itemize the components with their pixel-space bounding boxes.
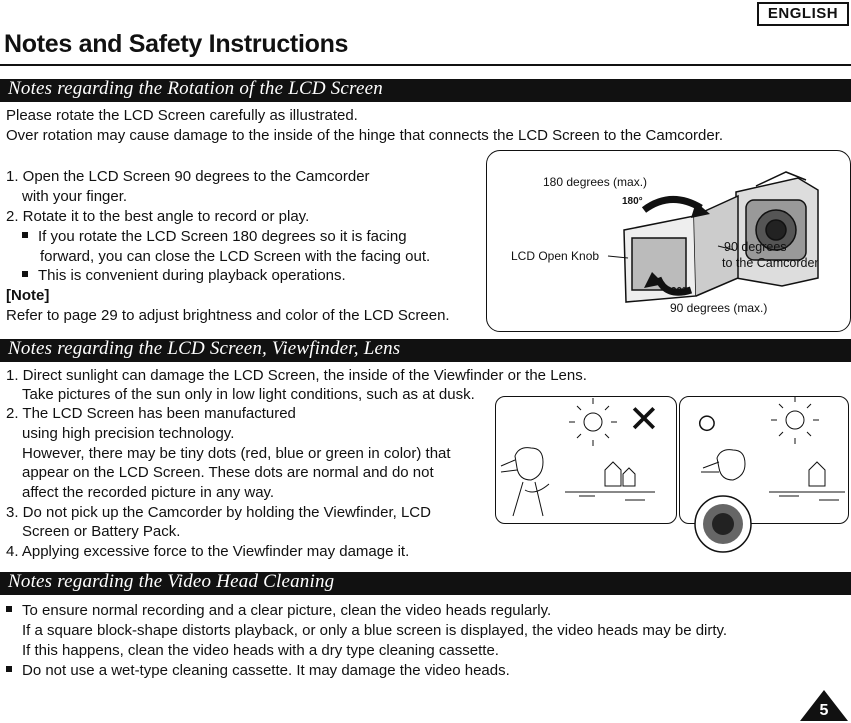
mark-180: 180° bbox=[622, 196, 643, 207]
section-bar-video-head-cleaning bbox=[0, 572, 851, 595]
s2-line-2: Take pictures of the sun only in low light conditions, such as at dusk. bbox=[22, 386, 475, 403]
s3-bullet-1-line-1: To ensure normal recording and a clear picture, clean the video heads regularly. bbox=[6, 601, 551, 621]
note-label: [Note] bbox=[6, 287, 50, 304]
s2-line-5: However, there may be tiny dots (red, blue or green in color) that bbox=[22, 445, 451, 462]
section-heading-video-head-cleaning: Notes regarding the Video Head Cleaning bbox=[8, 571, 335, 592]
section-heading-lcd-rotation: Notes regarding the Rotation of the LCD Screen bbox=[8, 78, 383, 99]
step-1-line-2: with your finger. bbox=[22, 188, 128, 205]
section-heading-lcd-viewfinder-lens: Notes regarding the LCD Screen, Viewfinder, Lens bbox=[8, 338, 401, 359]
s2-line-6: appear on the LCD Screen. These dots are normal and do not bbox=[22, 464, 434, 481]
s2-line-10: 4. Applying excessive force to the Viewfinder may damage it. bbox=[6, 543, 410, 560]
label-90-to-cam-2: to the Camcorder bbox=[722, 256, 819, 270]
bullet-1-line-2: forward, you can close the LCD Screen with the facing out. bbox=[40, 248, 431, 265]
mark-90: 90° bbox=[671, 286, 687, 297]
language-badge: ENGLISH bbox=[757, 2, 849, 26]
note-text: Refer to page 29 to adjust brightness and color of the LCD Screen. bbox=[6, 307, 450, 324]
s2-line-8: 3. Do not pick up the Camcorder by holding the Viewfinder, LCD bbox=[6, 504, 431, 521]
page-title: Notes and Safety Instructions bbox=[4, 30, 349, 58]
wrong-mark: ✕ bbox=[628, 399, 660, 441]
title-rule bbox=[0, 64, 851, 66]
section-bar-lcd-viewfinder-lens bbox=[0, 339, 851, 362]
bullet-icon bbox=[6, 606, 12, 612]
s2-line-7: affect the recorded picture in any way. bbox=[22, 484, 275, 501]
s2-line-3: 2. The LCD Screen has been manufactured bbox=[6, 405, 296, 422]
label-lcd-open-knob: LCD Open Knob bbox=[511, 249, 600, 263]
label-90-max: 90 degrees (max.) bbox=[670, 301, 768, 315]
bullet-2: This is convenient during playback operations. bbox=[22, 266, 346, 286]
camcorder-illustration bbox=[486, 150, 850, 331]
intro-text-2: Over rotation may cause damage to the inside of the hinge that connects the LCD Screen to the Camcorder. bbox=[6, 127, 724, 144]
s2-line-1: 1. Direct sunlight can damage the LCD Screen, the inside of the Viewfinder or the Lens. bbox=[6, 367, 587, 384]
bullet-icon bbox=[22, 271, 28, 277]
s3-bullet-1-line-3: If this happens, clean the video heads with a dry type cleaning cassette. bbox=[22, 642, 499, 659]
s3-bullet-2: Do not use a wet-type cleaning cassette. It may damage the video heads. bbox=[6, 661, 510, 681]
bullet-1-line-1: If you rotate the LCD Screen 180 degrees so it is facing bbox=[22, 227, 407, 247]
s2-line-9: Screen or Battery Pack. bbox=[22, 523, 181, 540]
label-180-max: 180 degrees (max.) bbox=[543, 175, 648, 189]
bullet-icon bbox=[6, 666, 12, 672]
intro-text-1: Please rotate the LCD Screen carefully as illustrated. bbox=[6, 107, 358, 124]
s3-bullet-1-line-2: If a square block-shape distorts playback, or only a blue screen is displayed, the video heads may be dirty. bbox=[22, 622, 728, 639]
right-mark: ○ bbox=[696, 401, 718, 442]
page-number: 5 bbox=[819, 702, 829, 719]
step-1-line-1: 1. Open the LCD Screen 90 degrees to the Camcorder bbox=[6, 168, 370, 185]
bullet-icon bbox=[22, 232, 28, 238]
step-2: 2. Rotate it to the best angle to record or play. bbox=[6, 208, 310, 225]
s2-line-4: using high precision technology. bbox=[22, 425, 235, 442]
section-bar-lcd-rotation bbox=[0, 79, 851, 102]
label-90-to-cam-1: 90 degrees bbox=[724, 240, 787, 254]
